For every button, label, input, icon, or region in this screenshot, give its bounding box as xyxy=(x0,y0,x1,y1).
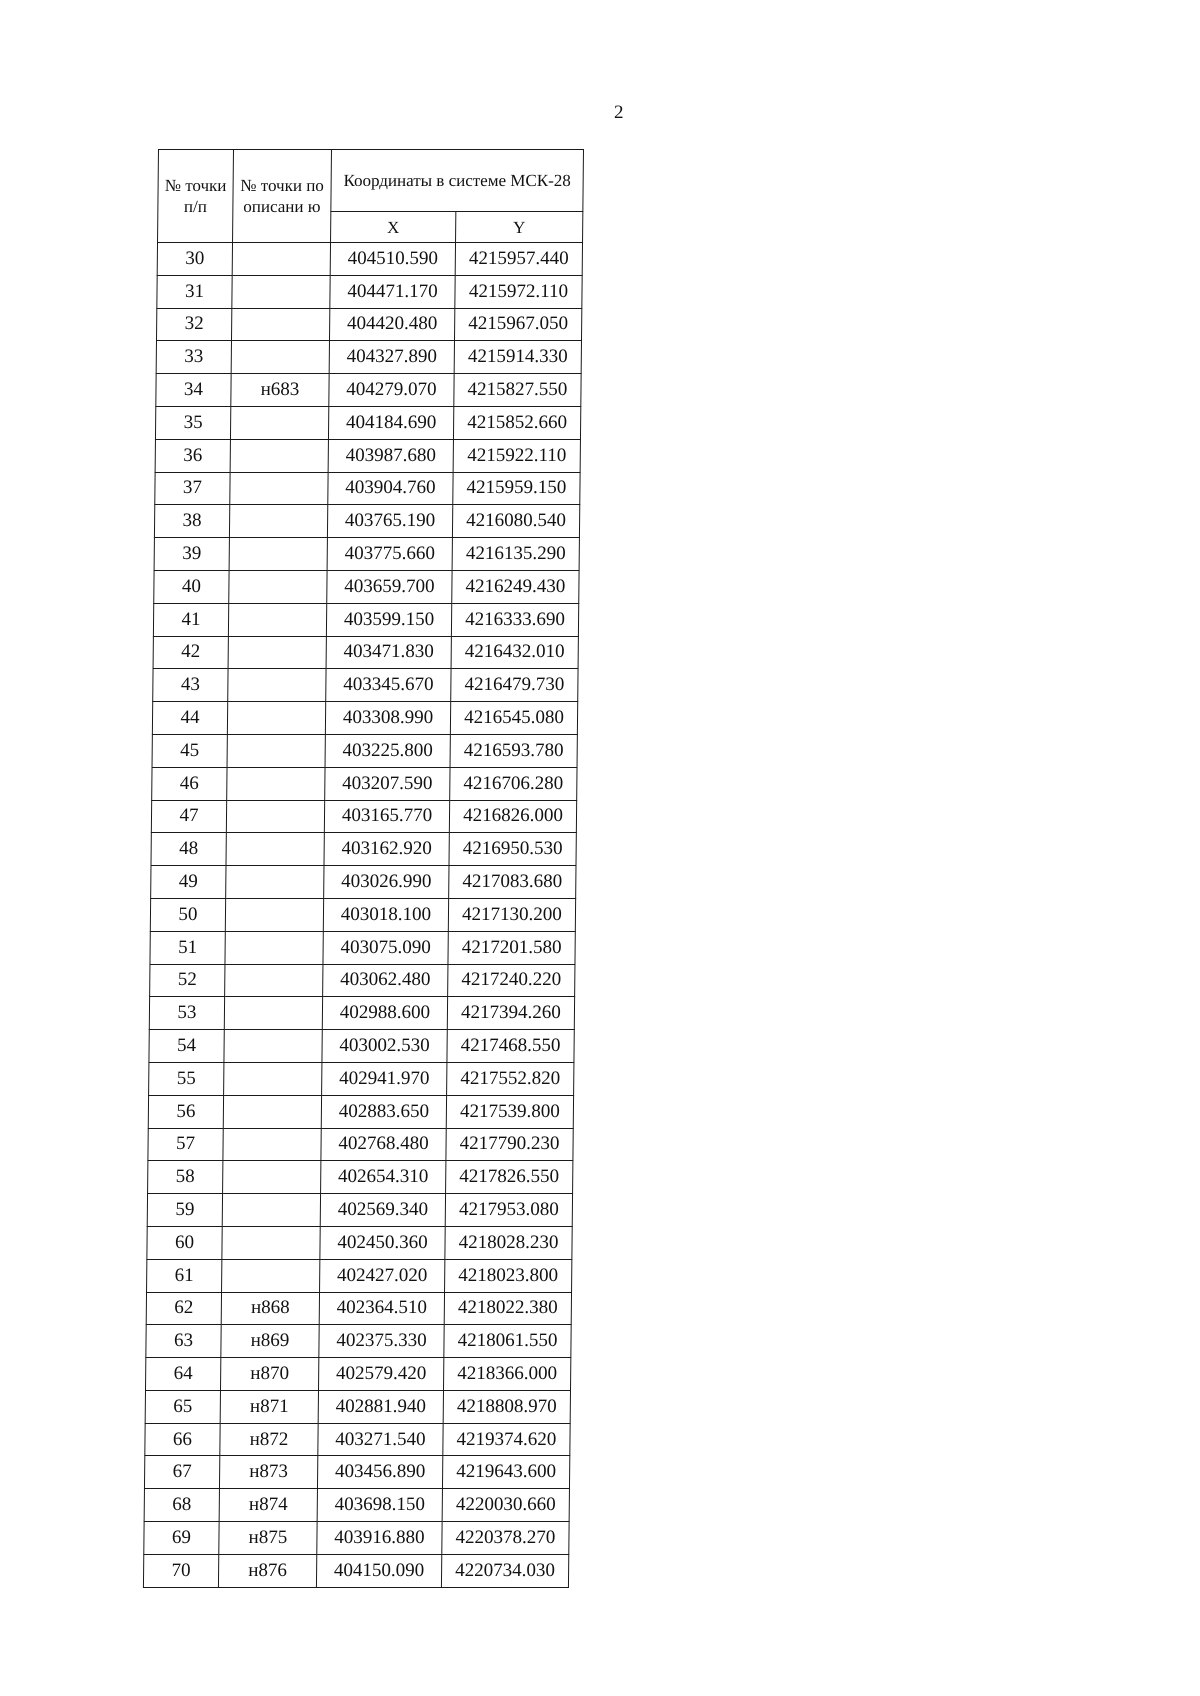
header-point-number: № точки п/п xyxy=(158,150,234,243)
y-coordinate-cell: 4217790.230 xyxy=(446,1128,573,1161)
point-number-cell: 31 xyxy=(157,275,232,308)
point-number-cell: 38 xyxy=(154,505,229,538)
y-coordinate-cell: 4215914.330 xyxy=(454,341,581,374)
table-row xyxy=(154,538,579,571)
point-number-cell: 60 xyxy=(147,1226,222,1259)
point-description-cell xyxy=(232,275,330,308)
point-number-cell: 68 xyxy=(144,1489,219,1522)
point-number-cell: 53 xyxy=(149,997,224,1030)
table-row xyxy=(156,374,581,407)
x-coordinate-cell: 403599.150 xyxy=(326,603,451,636)
point-number-cell: 34 xyxy=(156,374,231,407)
y-coordinate-cell: 4217240.220 xyxy=(448,964,575,997)
table-row xyxy=(152,702,577,735)
table-row xyxy=(145,1358,570,1391)
point-description-cell xyxy=(231,308,329,341)
point-description-cell: н874 xyxy=(219,1489,317,1522)
x-coordinate-cell: 403765.190 xyxy=(327,505,452,538)
point-number-cell: 32 xyxy=(156,308,231,341)
point-description-cell xyxy=(230,406,328,439)
y-coordinate-cell: 4217953.080 xyxy=(445,1194,572,1227)
table-row xyxy=(147,1259,572,1292)
y-coordinate-cell: 4217201.580 xyxy=(448,931,575,964)
point-number-cell: 30 xyxy=(157,243,232,276)
y-coordinate-cell: 4215827.550 xyxy=(454,374,581,407)
point-number-cell: 46 xyxy=(152,767,227,800)
point-description-cell: н876 xyxy=(218,1554,316,1587)
point-description-cell: н868 xyxy=(221,1292,319,1325)
point-description-cell xyxy=(229,505,327,538)
y-coordinate-cell: 4215967.050 xyxy=(454,308,581,341)
point-number-cell: 54 xyxy=(149,1030,224,1063)
x-coordinate-cell: 402427.020 xyxy=(320,1259,445,1292)
point-description-cell xyxy=(232,243,330,276)
y-coordinate-cell: 4217394.260 xyxy=(447,997,574,1030)
table-row xyxy=(156,341,581,374)
x-coordinate-cell: 403659.700 xyxy=(327,570,452,603)
point-number-cell: 58 xyxy=(148,1161,223,1194)
point-description-cell: н683 xyxy=(231,374,329,407)
point-description-cell xyxy=(225,898,323,931)
x-coordinate-cell: 403162.920 xyxy=(324,833,449,866)
point-description-cell: н871 xyxy=(220,1390,318,1423)
y-coordinate-cell: 4216333.690 xyxy=(451,603,578,636)
x-coordinate-cell: 403225.800 xyxy=(325,734,450,767)
point-description-cell xyxy=(230,472,328,505)
point-description-cell: н870 xyxy=(220,1358,318,1391)
x-coordinate-cell: 403471.830 xyxy=(326,636,451,669)
point-number-cell: 64 xyxy=(145,1358,220,1391)
page-number: 2 xyxy=(614,102,624,123)
point-number-cell: 40 xyxy=(154,570,229,603)
table-row xyxy=(157,243,582,276)
point-description-cell xyxy=(226,800,324,833)
point-number-cell: 39 xyxy=(154,538,229,571)
y-coordinate-cell: 4219643.600 xyxy=(442,1456,569,1489)
y-coordinate-cell: 4218023.800 xyxy=(445,1259,572,1292)
point-description-cell xyxy=(223,1128,321,1161)
y-coordinate-cell: 4216249.430 xyxy=(452,570,579,603)
y-coordinate-cell: 4218022.380 xyxy=(444,1292,571,1325)
point-number-cell: 70 xyxy=(143,1554,218,1587)
table-row xyxy=(153,603,578,636)
table-row xyxy=(153,636,578,669)
point-description-cell: н873 xyxy=(219,1456,317,1489)
point-number-cell: 33 xyxy=(156,341,231,374)
point-description-cell xyxy=(227,767,325,800)
point-number-cell: 47 xyxy=(151,800,226,833)
y-coordinate-cell: 4216080.540 xyxy=(452,505,579,538)
point-description-cell: н872 xyxy=(220,1423,318,1456)
x-coordinate-cell: 404471.170 xyxy=(330,275,455,308)
table-row xyxy=(155,406,580,439)
point-description-cell xyxy=(226,866,324,899)
table-row xyxy=(148,1128,573,1161)
point-number-cell: 66 xyxy=(145,1423,220,1456)
y-coordinate-cell: 4215972.110 xyxy=(455,275,582,308)
point-description-cell xyxy=(222,1226,320,1259)
x-coordinate-cell: 403002.530 xyxy=(322,1030,447,1063)
point-description-cell xyxy=(227,702,325,735)
x-coordinate-cell: 403308.990 xyxy=(325,702,450,735)
y-coordinate-cell: 4218061.550 xyxy=(444,1325,571,1358)
y-coordinate-cell: 4219374.620 xyxy=(443,1423,570,1456)
x-coordinate-cell: 402988.600 xyxy=(322,997,447,1030)
y-coordinate-cell: 4216950.530 xyxy=(449,833,576,866)
table-row xyxy=(155,472,580,505)
x-coordinate-cell: 402881.940 xyxy=(318,1390,443,1423)
x-coordinate-cell: 403904.760 xyxy=(328,472,453,505)
table-row xyxy=(157,275,582,308)
point-number-cell: 36 xyxy=(155,439,230,472)
point-number-cell: 57 xyxy=(148,1128,223,1161)
y-coordinate-cell: 4217083.680 xyxy=(449,866,576,899)
table-row xyxy=(151,866,576,899)
x-coordinate-cell: 403916.880 xyxy=(317,1522,442,1555)
table-row xyxy=(144,1489,569,1522)
table-row xyxy=(156,308,581,341)
point-description-cell xyxy=(228,603,326,636)
table-row xyxy=(151,800,576,833)
point-number-cell: 43 xyxy=(153,669,228,702)
table-row xyxy=(152,767,577,800)
x-coordinate-cell: 404327.890 xyxy=(329,341,454,374)
y-coordinate-cell: 4216432.010 xyxy=(451,636,578,669)
table-row xyxy=(154,570,579,603)
point-description-cell xyxy=(223,1095,321,1128)
table-row xyxy=(146,1292,571,1325)
table-row xyxy=(151,833,576,866)
point-number-cell: 44 xyxy=(152,702,227,735)
x-coordinate-cell: 402941.970 xyxy=(322,1062,447,1095)
x-coordinate-cell: 404420.480 xyxy=(329,308,454,341)
point-description-cell xyxy=(224,1030,322,1063)
y-coordinate-cell: 4216593.780 xyxy=(450,734,577,767)
y-coordinate-cell: 4215957.440 xyxy=(455,243,582,276)
y-coordinate-cell: 4220378.270 xyxy=(442,1522,569,1555)
point-number-cell: 63 xyxy=(146,1325,221,1358)
table-row xyxy=(148,1095,573,1128)
x-coordinate-cell: 402450.360 xyxy=(320,1226,445,1259)
y-coordinate-cell: 4216135.290 xyxy=(452,538,579,571)
point-description-cell: н869 xyxy=(221,1325,319,1358)
x-coordinate-cell: 403018.100 xyxy=(323,898,448,931)
y-coordinate-cell: 4216706.280 xyxy=(450,767,577,800)
y-coordinate-cell: 4220030.660 xyxy=(442,1489,569,1522)
y-coordinate-cell: 4216826.000 xyxy=(449,800,576,833)
table-row xyxy=(145,1423,570,1456)
table-row xyxy=(149,1030,574,1063)
y-coordinate-cell: 4215959.150 xyxy=(453,472,580,505)
point-number-cell: 67 xyxy=(144,1456,219,1489)
point-number-cell: 41 xyxy=(153,603,228,636)
x-coordinate-cell: 402768.480 xyxy=(321,1128,446,1161)
table-row xyxy=(150,898,575,931)
point-number-cell: 61 xyxy=(147,1259,222,1292)
x-coordinate-cell: 403456.890 xyxy=(317,1456,442,1489)
table-row xyxy=(155,439,580,472)
x-coordinate-cell: 403062.480 xyxy=(323,964,448,997)
y-coordinate-cell: 4217552.820 xyxy=(447,1062,574,1095)
x-coordinate-cell: 402569.340 xyxy=(320,1194,445,1227)
table-row xyxy=(143,1554,568,1587)
header-y: Y xyxy=(456,212,583,243)
y-coordinate-cell: 4218028.230 xyxy=(445,1226,572,1259)
point-number-cell: 45 xyxy=(152,734,227,767)
table-row xyxy=(153,669,578,702)
point-description-cell xyxy=(226,833,324,866)
table-row xyxy=(148,1161,573,1194)
point-number-cell: 69 xyxy=(144,1522,219,1555)
point-number-cell: 49 xyxy=(151,866,226,899)
x-coordinate-cell: 404279.070 xyxy=(329,374,454,407)
x-coordinate-cell: 402654.310 xyxy=(321,1161,446,1194)
point-number-cell: 48 xyxy=(151,833,226,866)
point-description-cell: н875 xyxy=(219,1522,317,1555)
x-coordinate-cell: 402375.330 xyxy=(319,1325,444,1358)
x-coordinate-cell: 403075.090 xyxy=(323,931,448,964)
point-description-cell xyxy=(225,931,323,964)
point-description-cell xyxy=(229,570,327,603)
point-description-cell xyxy=(224,1062,322,1095)
point-description-cell xyxy=(228,669,326,702)
table-row xyxy=(150,964,575,997)
x-coordinate-cell: 402364.510 xyxy=(319,1292,444,1325)
point-description-cell xyxy=(222,1259,320,1292)
x-coordinate-cell: 404510.590 xyxy=(330,243,455,276)
table-row xyxy=(146,1325,571,1358)
y-coordinate-cell: 4218366.000 xyxy=(443,1358,570,1391)
point-number-cell: 65 xyxy=(145,1390,220,1423)
table-row xyxy=(144,1456,569,1489)
table-row xyxy=(145,1390,570,1423)
table-row xyxy=(154,505,579,538)
point-description-cell xyxy=(231,341,329,374)
point-description-cell xyxy=(230,439,328,472)
x-coordinate-cell: 403345.670 xyxy=(326,669,451,702)
x-coordinate-cell: 403271.540 xyxy=(318,1423,443,1456)
point-number-cell: 35 xyxy=(155,406,230,439)
point-number-cell: 52 xyxy=(150,964,225,997)
point-number-cell: 50 xyxy=(150,898,225,931)
x-coordinate-cell: 402579.420 xyxy=(318,1358,443,1391)
header-coordinate-system: Координаты в системе МСК-28 xyxy=(331,150,584,212)
x-coordinate-cell: 403987.680 xyxy=(328,439,453,472)
y-coordinate-cell: 4215922.110 xyxy=(453,439,580,472)
point-number-cell: 51 xyxy=(150,931,225,964)
y-coordinate-cell: 4218808.970 xyxy=(443,1390,570,1423)
x-coordinate-cell: 403165.770 xyxy=(324,800,449,833)
table-row xyxy=(147,1226,572,1259)
table-row xyxy=(149,997,574,1030)
point-description-cell xyxy=(222,1194,320,1227)
y-coordinate-cell: 4216545.080 xyxy=(450,702,577,735)
table-row xyxy=(150,931,575,964)
x-coordinate-cell: 404150.090 xyxy=(316,1554,441,1587)
table-row xyxy=(149,1062,574,1095)
point-number-cell: 55 xyxy=(149,1062,224,1095)
point-description-cell xyxy=(225,964,323,997)
x-coordinate-cell: 403207.590 xyxy=(325,767,450,800)
point-number-cell: 62 xyxy=(146,1292,221,1325)
y-coordinate-cell: 4217826.550 xyxy=(446,1161,573,1194)
header-x: X xyxy=(331,212,456,243)
point-description-cell xyxy=(229,538,327,571)
point-description-cell xyxy=(228,636,326,669)
header-point-description: № точки по описани ю xyxy=(233,150,332,243)
point-number-cell: 42 xyxy=(153,636,228,669)
point-description-cell xyxy=(223,1161,321,1194)
x-coordinate-cell: 403026.990 xyxy=(324,866,449,899)
coordinates-table xyxy=(143,149,584,1588)
y-coordinate-cell: 4215852.660 xyxy=(453,406,580,439)
table-row xyxy=(152,734,577,767)
y-coordinate-cell: 4220734.030 xyxy=(441,1554,568,1587)
point-description-cell xyxy=(224,997,322,1030)
x-coordinate-cell: 403698.150 xyxy=(317,1489,442,1522)
point-number-cell: 37 xyxy=(155,472,230,505)
x-coordinate-cell: 402883.650 xyxy=(321,1095,446,1128)
table-row xyxy=(144,1522,569,1555)
point-number-cell: 56 xyxy=(148,1095,223,1128)
point-number-cell: 59 xyxy=(147,1194,222,1227)
y-coordinate-cell: 4216479.730 xyxy=(451,669,578,702)
point-description-cell xyxy=(227,734,325,767)
x-coordinate-cell: 403775.660 xyxy=(327,538,452,571)
table-body xyxy=(143,243,582,1588)
y-coordinate-cell: 4217539.800 xyxy=(446,1095,573,1128)
y-coordinate-cell: 4217468.550 xyxy=(447,1030,574,1063)
y-coordinate-cell: 4217130.200 xyxy=(448,898,575,931)
x-coordinate-cell: 404184.690 xyxy=(328,406,453,439)
table-row xyxy=(147,1194,572,1227)
